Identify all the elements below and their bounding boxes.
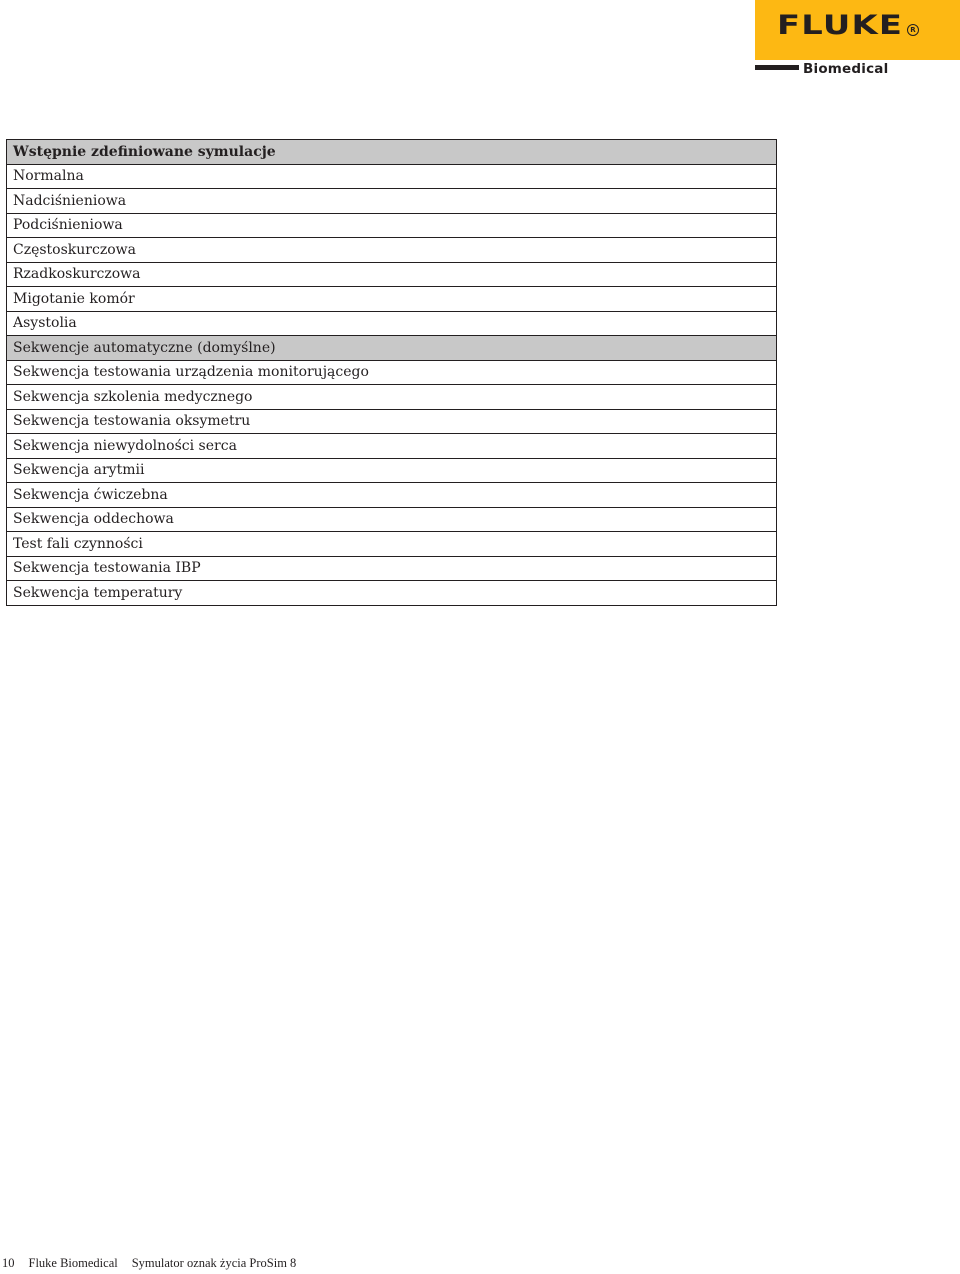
table-cell: Sekwencja temperatury xyxy=(7,581,777,606)
table-cell: Rzadkoskurczowa xyxy=(7,262,777,287)
table-cell: Test fali czynności xyxy=(7,532,777,557)
table-row xyxy=(7,262,777,287)
page-footer xyxy=(2,1256,310,1271)
table-cell: Podciśnieniowa xyxy=(7,213,777,238)
table-cell: Częstoskurczowa xyxy=(7,238,777,263)
footer-company: Fluke Biomedical xyxy=(28,1256,118,1270)
simulations-table-body xyxy=(7,140,777,606)
logo-yellow-box xyxy=(755,0,960,60)
table-cell: Sekwencja testowania IBP xyxy=(7,556,777,581)
logo-bar xyxy=(755,65,799,70)
table-cell: Sekwencja arytmii xyxy=(7,458,777,483)
table-row xyxy=(7,434,777,459)
table-cell: Normalna xyxy=(7,164,777,189)
table-cell: Sekwencje automatyczne (domyślne) xyxy=(7,336,777,361)
table-cell: Sekwencja ćwiczebna xyxy=(7,483,777,508)
table-row xyxy=(7,360,777,385)
table-section-header xyxy=(7,140,777,165)
table-cell: Sekwencja szkolenia medycznego xyxy=(7,385,777,410)
table-cell: Sekwencja testowania urządzenia monitorującego xyxy=(7,360,777,385)
table-section-header xyxy=(7,336,777,361)
footer-product: Symulator oznak życia ProSim 8 xyxy=(131,1256,297,1270)
table-row xyxy=(7,189,777,214)
table-row xyxy=(7,532,777,557)
table-row xyxy=(7,164,777,189)
logo-wordmark: FLUKE xyxy=(777,10,904,41)
table-row xyxy=(7,311,777,336)
table-row xyxy=(7,409,777,434)
table-cell: Nadciśnieniowa xyxy=(7,189,777,214)
table-row xyxy=(7,385,777,410)
table-cell: Sekwencja testowania oksymetru xyxy=(7,409,777,434)
table-cell: Asystolia xyxy=(7,311,777,336)
table-row xyxy=(7,556,777,581)
table-cell: Migotanie komór xyxy=(7,287,777,312)
table-cell: Sekwencja oddechowa xyxy=(7,507,777,532)
table-row xyxy=(7,458,777,483)
table-cell: Sekwencja niewydolności serca xyxy=(7,434,777,459)
registered-mark-icon: R xyxy=(907,24,919,36)
table-row xyxy=(7,213,777,238)
page-number: 10 xyxy=(2,1256,15,1270)
table-cell: Wstępnie zdefiniowane symulacje xyxy=(7,140,777,165)
simulations-table xyxy=(6,139,777,606)
logo-subtitle: Biomedical xyxy=(803,61,889,77)
table-row xyxy=(7,238,777,263)
table-row xyxy=(7,581,777,606)
table-row xyxy=(7,287,777,312)
fluke-biomedical-logo xyxy=(755,0,960,80)
table-row xyxy=(7,507,777,532)
table-row xyxy=(7,483,777,508)
